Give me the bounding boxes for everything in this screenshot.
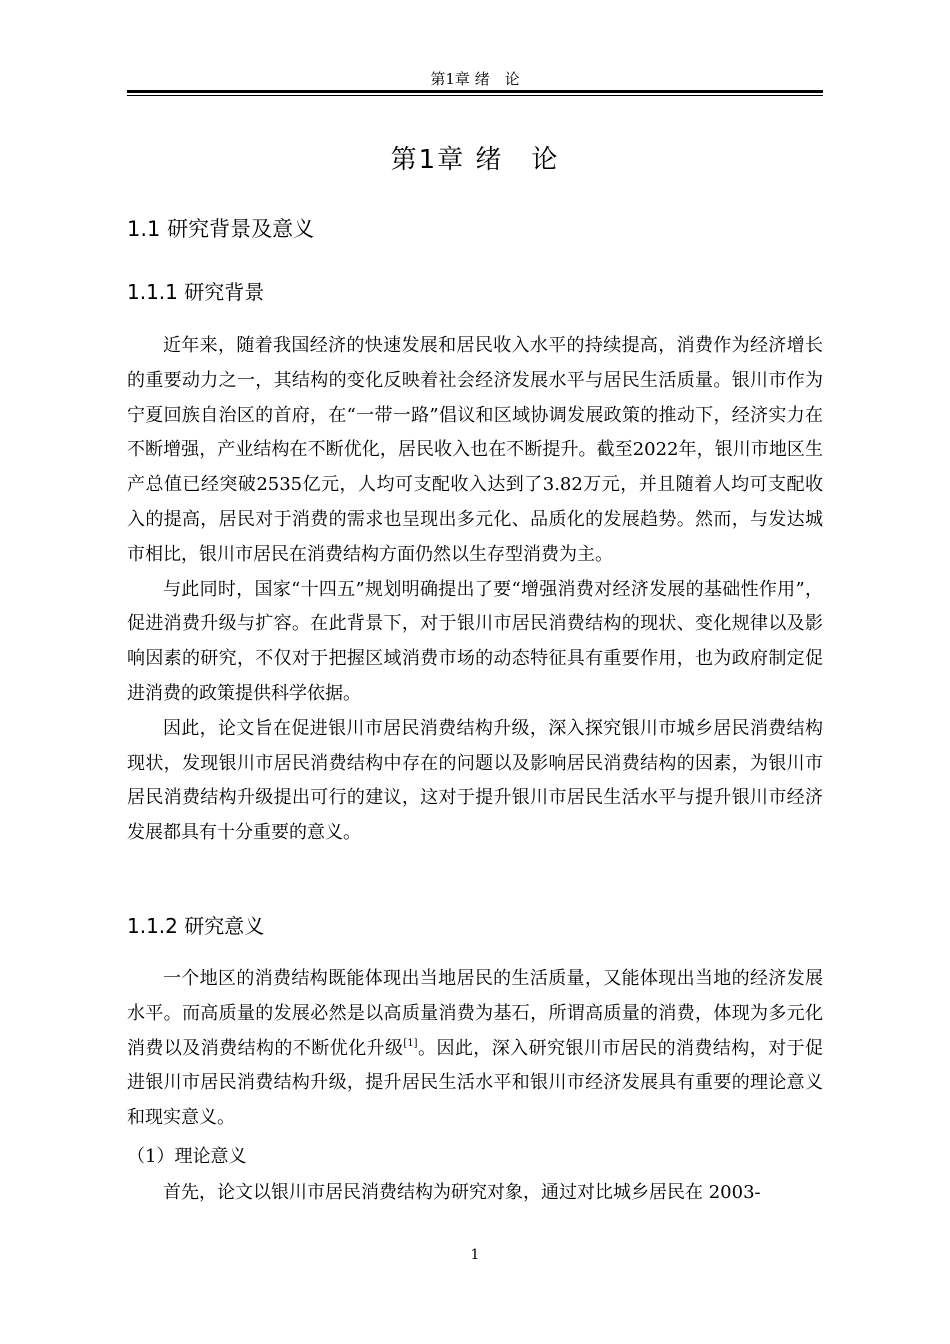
paragraph: 近年来，随着我国经济的快速发展和居民收入水平的持续提高，消费作为经济增长的重要动力之一，其结构的变化反映着社会经济发展水平与居民生活质量。银川市作为宁夏回族自治区的首府，在“一带一路”倡议和区域协调发展政策的推动下，经济实力在不断增强，产业结构在不断优化，居民收入也在不断提升。截至2022年，银川市地区生产总值已经突破2535亿元，人均可支配收入达到了3.82万元，并且随着人均可支配收入的提高，居民对于消费的需求也呈现出多元化、品质化的发展趋势。然而，与发达城市相比，银川市居民在消费结构方面仍然以生存型消费为主。 xyxy=(127,335,823,565)
running-header: 第1章 绪 论 xyxy=(430,70,520,88)
page-number: 1 xyxy=(470,1247,480,1263)
section-heading-1-1-1: 1.1.1 研究背景 xyxy=(127,280,265,304)
chapter-title: 第1章 绪 论 xyxy=(390,145,560,175)
section-heading-1-1: 1.1 研究背景及意义 xyxy=(127,217,315,241)
citation-ref: [1] xyxy=(403,1037,418,1049)
header-rule-thick xyxy=(127,90,823,93)
paragraph xyxy=(127,962,823,1136)
paragraph: 首先，论文以银川市居民消费结构为研究对象，通过对比城乡居民在 2003- xyxy=(163,1182,761,1203)
paragraph: 因此，论文旨在促进银川市居民消费结构升级，深入探究银川市城乡居民消费结构现状，发现银川市居民消费结构中存在的问题以及影响居民消费结构的因素，为银川市居民消费结构升级提出可行的建议，这对于提升银川市居民生活水平与提升银川市经济发展都具有十分重要的意义。 xyxy=(127,717,823,844)
theory-body xyxy=(127,1176,823,1211)
paragraph: 与此同时，国家“十四五”规划明确提出了要“增强消费对经济发展的基础性作用”，促进消费升级与扩容。在此背景下，对于银川市居民消费结构的现状、变化规律以及影响因素的研究，不仅对于把握区域消费市场的动态特征具有重要作用，也为政府制定促进消费的政策提供科学依据。 xyxy=(127,578,823,704)
significance-body xyxy=(127,962,823,1136)
section-heading-1-1-2: 1.1.2 研究意义 xyxy=(127,914,265,938)
subsection-label: （1）理论意义 xyxy=(127,1146,247,1167)
paragraph-text: 。因此，深入研究银川市居民的消费结构，对于促进银川市居民消费结构升级，提升居民生活水平和银川市经济发展具有重要的理论意义和现实意义。 xyxy=(127,1037,824,1129)
paragraph-text: 一个地区的消费结构既能体现出当地居民的生活质量，又能体现出当地的经济发展水平。而高质量的发展必然是以高质量消费为基石，所谓高质量的消费，体现为多元化消费以及消费结构的不断优化升级 xyxy=(127,968,823,1059)
background-body xyxy=(127,329,823,851)
header-rule-thin xyxy=(127,95,823,96)
